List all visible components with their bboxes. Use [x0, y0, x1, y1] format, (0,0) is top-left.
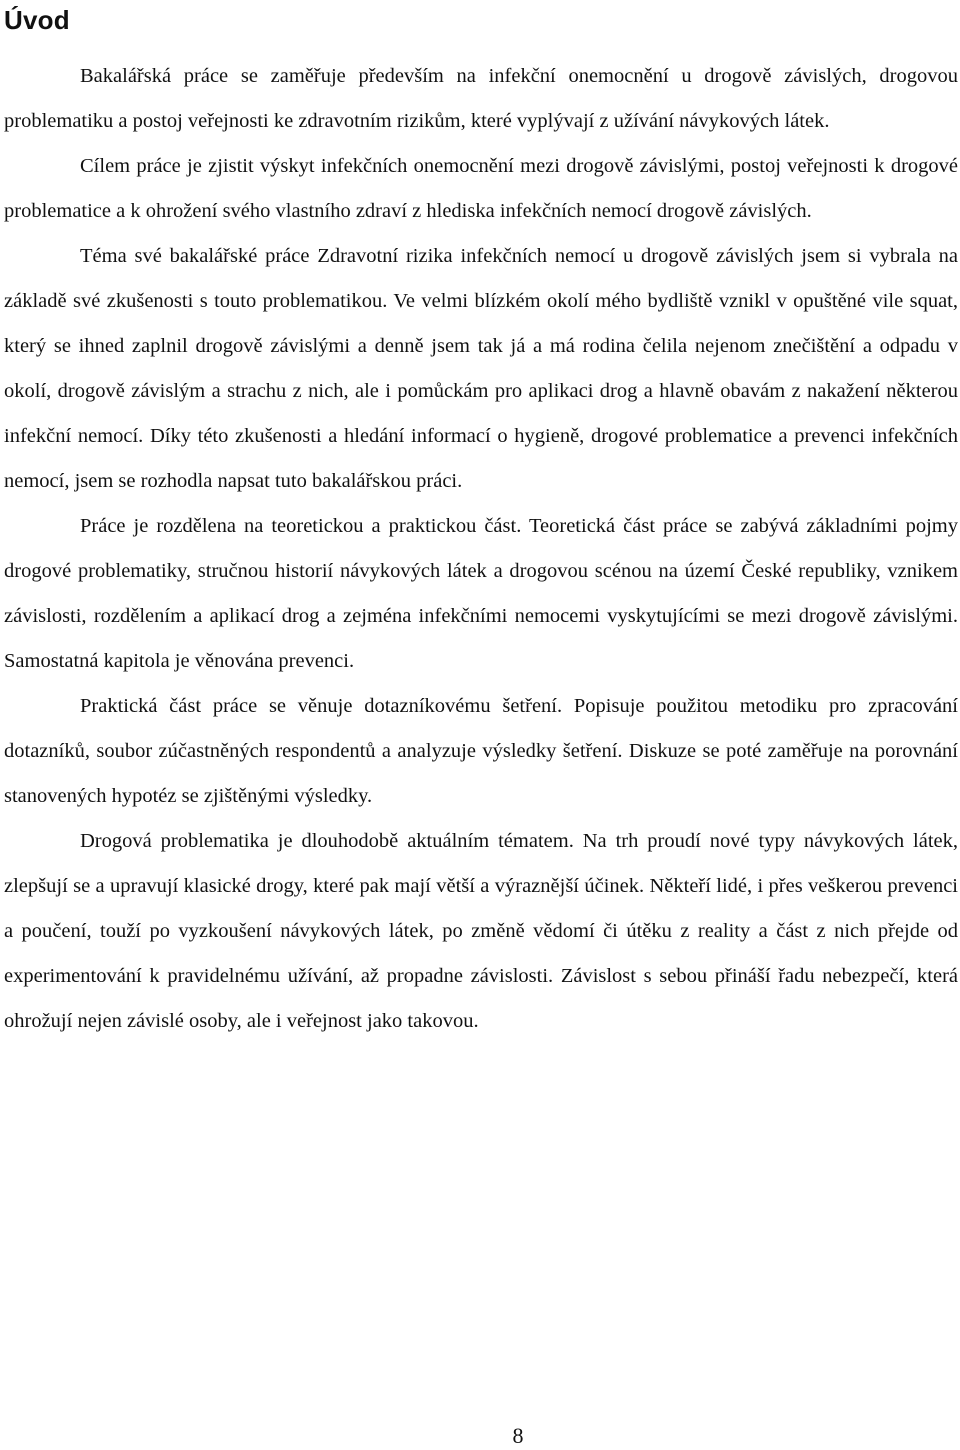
paragraph-4: Práce je rozdělena na teoretickou a praktickou část. Teoretická část práce se zabývá základními pojmy drogové problematiky, stručnou historií návykových látek a drogovou scénou na území České republiky, vznikem závislosti, rozdělením a aplikací drog a zejména infekčními nemocemi vyskytujícími se mezi drogově závislými. Samostatná kapitola je věnována prevenci.: [4, 515, 958, 672]
paragraph-5: Praktická část práce se věnuje dotazníkovému šetření. Popisuje použitou metodiku pro zpracování dotazníků, soubor zúčastněných respondentů a analyzuje výsledky šetření. Diskuze se poté zaměřuje na porovnání stanovených hypotéz se zjištěnými výsledky.: [4, 695, 958, 807]
body-text: [4, 54, 958, 1044]
section-heading: Úvod: [4, 5, 70, 35]
page-number: 8: [512, 1423, 524, 1448]
paragraph-3: Téma své bakalářské práce Zdravotní rizika infekčních nemocí u drogově závislých jsem si vybrala na základě své zkušenosti s touto problematikou. Ve velmi blízkém okolí mého bydliště vznikl v opuštěné vile squat, který se ihned zaplnil drogově závislými a denně jsem tak já a má rodina čelila nejenom znečištění a odpadu v okolí, drogově závislým a strachu z nich, ale i pomůckám pro aplikaci drog a hlavně obavám z nakažení některou infekční nemocí. Díky této zkušenosti a hledání informací o hygieně, drogové problematice a prevenci infekčních nemocí, jsem se rozhodla napsat tuto bakalářskou práci.: [4, 245, 958, 492]
paragraph-2: Cílem práce je zjistit výskyt infekčních onemocnění mezi drogově závislými, postoj veřejnosti k drogové problematice a k ohrožení svého vlastního zdraví z hlediska infekčních nemocí drogově závislých.: [4, 155, 958, 222]
paragraph-1: Bakalářská práce se zaměřuje především na infekční onemocnění u drogově závislých, drogovou problematiku a postoj veřejnosti ke zdravotním rizikům, které vyplývají z užívání návykových látek.: [4, 65, 958, 132]
paragraph-6: Drogová problematika je dlouhodobě aktuálním tématem. Na trh proudí nové typy návykových látek, zlepšují se a upravují klasické drogy, které pak mají větší a výraznější účinek. Někteří lidé, i přes veškerou prevenci a poučení, touží po vyzkoušení návykových látek, po změně vědomí či útěku z reality a část z nich přejde od experimentování k pravidelnému užívání, až propadne závislosti. Závislost s sebou přináší řadu nebezpečí, která ohrožují nejen závislé osoby, ale i veřejnost jako takovou.: [4, 830, 958, 1032]
